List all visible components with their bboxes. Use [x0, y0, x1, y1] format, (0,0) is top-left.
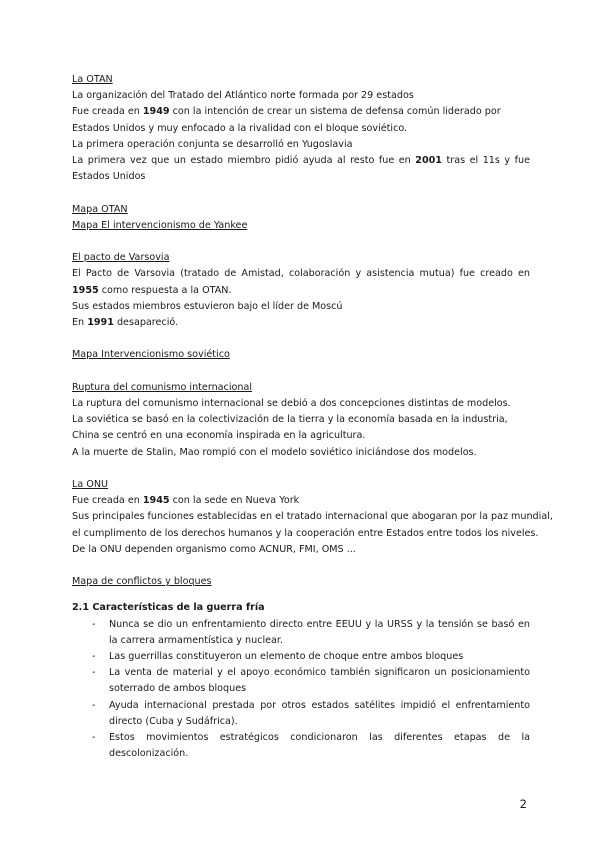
- list-item: - Ayuda internacional prestada por otros estados satélites impidió el enfrentamiento directo (Cuba y Sudáfrica).: [92, 698, 530, 730]
- ruptura-title: Ruptura del comunismo internacional: [72, 381, 252, 393]
- varsovia-title: El pacto de Varsovia: [72, 252, 170, 264]
- otan-line-3: Estados Unidos y muy enfocado a la rivalidad con el bloque soviético.: [72, 122, 408, 134]
- document-page: [72, 72, 553, 762]
- varsovia-line-3: En 1991 desapareció.: [72, 317, 179, 329]
- list-item: - Las guerrillas constituyeron un elemento de choque entre ambos bloques: [92, 649, 530, 665]
- map-yankee-link: Mapa El intervencionismo de Yankee: [72, 219, 248, 231]
- otan-line-1: La organización del Tratado del Atlántico norte formada por 29 estados: [72, 90, 414, 102]
- map-conflictos-link: Mapa de conflictos y bloques: [72, 576, 212, 588]
- onu-title: La ONU: [72, 479, 109, 490]
- year-1945: 1945: [142, 495, 170, 507]
- year-1955: 1955: [72, 284, 99, 296]
- ruptura-line-2: La soviética se basó en la colectivización de la tierra y la economía basada en la industria,: [72, 414, 508, 426]
- list-item: - Estos movimientos estratégicos condicionaron las diferentes etapas de la descolonización.: [92, 730, 530, 762]
- otan-line-4: La primera operación conjunta se desarrolló en Yugoslavia: [72, 138, 353, 150]
- page-number: 2: [519, 797, 527, 811]
- map-sovietico-link: Mapa Intervencionismo soviético: [72, 349, 230, 361]
- varsovia-line-2: Sus estados miembros estuvieron bajo el líder de Moscú: [72, 300, 343, 312]
- otan-line-2: Fue creada en 1949 con la intención de crear un sistema de defensa común liderado por: [72, 106, 501, 118]
- map-otan-link: Mapa OTAN: [72, 203, 128, 215]
- otan-line-5: La primera vez que un estado miembro pidió ayuda al resto fue en 2001 tras el 11s y fue Estados Unidos: [72, 155, 530, 183]
- year-1949: 1949: [142, 106, 170, 118]
- onu-line-3: el cumplimento de los derechos humanos y la cooperación entre Estados entre todos los niveles.: [72, 527, 539, 539]
- ruptura-line-3: China se centró en una economía inspirada en la agricultura.: [72, 430, 366, 442]
- otan-title: La OTAN: [72, 74, 113, 85]
- list-item: - La venta de material y el apoyo económico también significaron un posicionamiento soterrado de ambos bloques: [92, 665, 530, 697]
- list-item: - Nunca se dio un enfrentamiento directo entre EEUU y la URSS y la tensión se basó en la carrera armamentística y nuclear.: [92, 617, 530, 649]
- onu-line-4: De la ONU dependen organismo como ACNUR, FMI, OMS ...: [72, 543, 356, 555]
- ruptura-line-1: La ruptura del comunismo internacional se debió a dos concepciones distintas de modelos.: [72, 398, 511, 409]
- characteristics-list: [72, 617, 530, 763]
- year-1991: 1991: [87, 317, 114, 329]
- year-2001: 2001: [415, 155, 442, 167]
- ruptura-line-4: A la muerte de Stalin, Mao rompió con el modelo soviético iniciándose dos modelos.: [72, 446, 477, 458]
- onu-line-2: Sus principales funciones establecidas en el tratado internacional que abogaran por la paz mundial,: [72, 511, 553, 523]
- varsovia-line-1: El Pacto de Varsovia (tratado de Amistad, colaboración y asistencia mutua) fue creado en 1955 como respuesta a la OTAN.: [72, 268, 530, 296]
- onu-line-1: Fue creada en 1945 con la sede en Nueva York: [72, 495, 300, 507]
- section-2-1-heading: 2.1 Características de la guerra fría: [72, 602, 265, 614]
